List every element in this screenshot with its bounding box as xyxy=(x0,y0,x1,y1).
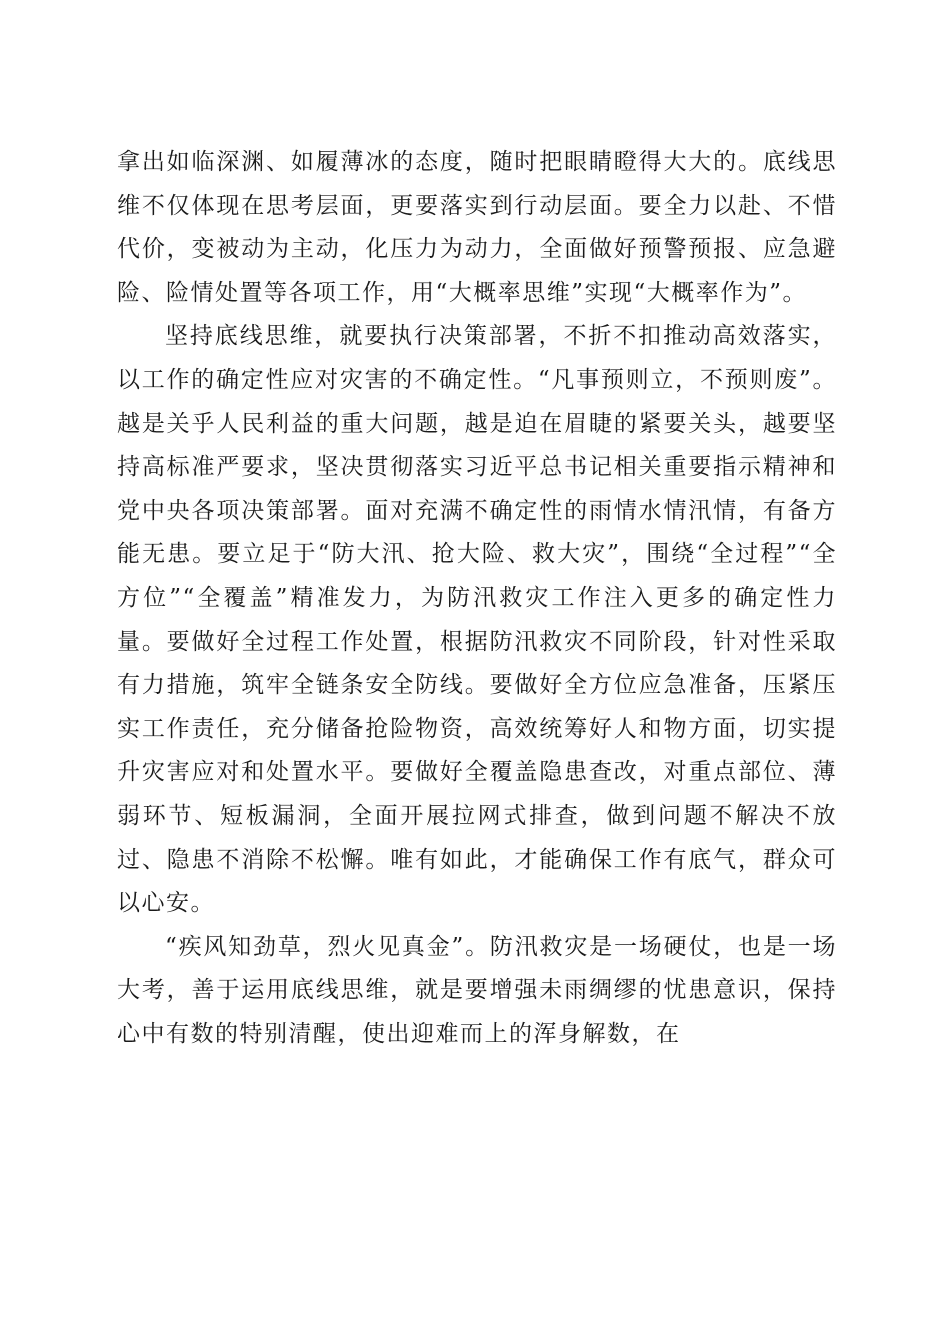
paragraph-bottom-line-thinking: 坚持底线思维，就要执行决策部署，不折不扣推动高效落实，以工作的确定性应对灾害的不确定性。“凡事预则立，不预则废”。越是关乎人民利益的重大问题，越是迫在眉睫的紧要关头，越要坚持高标准严要求，坚决贯彻落实习近平总书记相关重要指示精神和党中央各项决策部署。面对充满不确定性的雨情水情汛情，有备方能无患。要立足于“防大汛、抢大险、救大灾”，围绕“全过程”“全方位”“全覆盖”精准发力，为防汛救灾工作注入更多的确定性力量。要做好全过程工作处置，根据防汛救灾不同阶段，针对性采取有力措施，筑牢全链条安全防线。要做好全方位应急准备，压紧压实工作责任，充分储备抢险物资，高效统筹好人和物方面，切实提升灾害应对和处置水平。要做好全覆盖隐患查改，对重点部位、薄弱环节、短板漏洞，全面开展拉网式排查，做到问题不解决不放过、隐患不消除不松懈。唯有如此，才能确保工作有底气，群众可以心安。 xyxy=(117,323,837,917)
paragraph-continuation: 拿出如临深渊、如履薄冰的态度，随时把眼睛瞪得大大的。底线思维不仅体现在思考层面，更要落实到行动层面。要全力以赴、不惜代价，变被动为主动，化压力为动力，全面做好预警预报、应急避险、险情处置等各项工作，用“大概率思维”实现“大概率作为”。 xyxy=(117,149,837,306)
paragraph-hard-battle: “疾风知劲草，烈火见真金”。防汛救灾是一场硬仗，也是一场大考，善于运用底线思维，就是要增强未雨绸缪的忧患意识，保持心中有数的特别清醒，使出迎难而上的浑身解数，在 xyxy=(117,933,837,1047)
document-body xyxy=(117,141,837,1056)
